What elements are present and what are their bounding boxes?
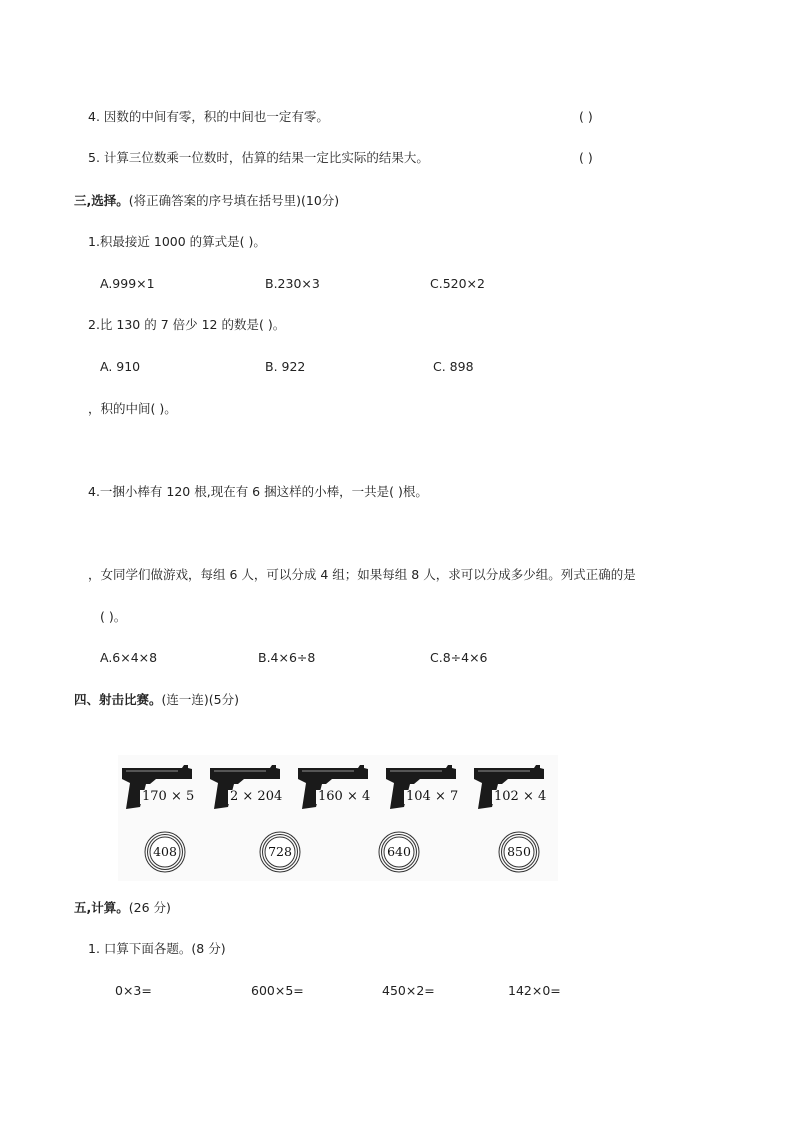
choice-question-5-line1: ，女同学们做游戏，每组 6 人，可以分成 4 组；如果每组 8 人，求可以分成多少组。列式正确的是: [88, 567, 636, 582]
choice-question-5-line2: ( )。: [100, 609, 127, 624]
choice-1-option-c[interactable]: C.520×2: [430, 276, 485, 291]
judge-item-5: 5. 计算三位数乘一位数时，估算的结果一定比实际的结果大。: [88, 150, 429, 165]
choice-2-option-a[interactable]: A. 910: [100, 359, 141, 374]
choice-1-option-a[interactable]: A.999×1: [100, 276, 155, 291]
calc-item-2[interactable]: 600×5=: [251, 983, 304, 998]
choice-question-1: 1.积最接近 1000 的算式是( )。: [88, 234, 266, 249]
gun-expression: 170 × 5: [142, 789, 195, 804]
choice-question-2: 2.比 130 的 7 倍少 12 的数是( )。: [88, 317, 286, 332]
target-1[interactable]: [144, 831, 186, 873]
calc-item-3[interactable]: 450×2=: [382, 983, 435, 998]
section-4-note: (连一连)(5分): [161, 692, 239, 707]
section-5-note: (26 分): [128, 900, 171, 915]
section-3-heading: [74, 193, 339, 209]
gun-expression: 2 × 204: [230, 789, 283, 804]
target-3[interactable]: [378, 831, 420, 873]
section-4-title: 四、射击比赛。: [74, 692, 162, 707]
section-4-heading: [74, 692, 239, 708]
gun-card-3[interactable]: [296, 763, 378, 811]
judge-answer-blank-4[interactable]: ( ): [579, 109, 593, 124]
target-number: 728: [268, 844, 292, 859]
target-number: 850: [507, 844, 531, 859]
section-5-heading: [74, 900, 171, 916]
choice-question-4: 4.一捆小棒有 120 根,现在有 6 捆这样的小棒，一共是( )根。: [88, 484, 428, 499]
gun-card-2[interactable]: [208, 763, 290, 811]
choice-question-3-fragment: ，积的中间( )。: [88, 401, 177, 416]
choice-1-option-b[interactable]: B.230×3: [265, 276, 320, 291]
calc-subsection-1: 1. 口算下面各题。(8 分): [88, 941, 226, 956]
judge-item-4: 4. 因数的中间有零，积的中间也一定有零。: [88, 109, 329, 124]
gun-card-1[interactable]: [120, 763, 202, 811]
calc-item-1[interactable]: 0×3=: [115, 983, 152, 998]
section-3-note: (将正确答案的序号填在括号里)(10分): [128, 193, 340, 208]
section-3-title: 三,选择。: [74, 193, 129, 208]
choice-5-option-b[interactable]: B.4×6÷8: [258, 650, 316, 665]
shooting-match-figure: [118, 755, 558, 881]
gun-expression: 160 × 4: [318, 789, 371, 804]
judge-answer-blank-5[interactable]: ( ): [579, 150, 593, 165]
gun-expression: 104 × 7: [406, 789, 459, 804]
gun-expression: 102 × 4: [494, 789, 547, 804]
target-4[interactable]: [498, 831, 540, 873]
target-2[interactable]: [259, 831, 301, 873]
choice-2-option-c[interactable]: C. 898: [433, 359, 474, 374]
gun-card-5[interactable]: [472, 763, 554, 811]
choice-2-option-b[interactable]: B. 922: [265, 359, 306, 374]
gun-card-4[interactable]: [384, 763, 466, 811]
choice-5-option-a[interactable]: A.6×4×8: [100, 650, 158, 665]
section-5-title: 五,计算。: [74, 900, 129, 915]
calc-item-4[interactable]: 142×0=: [508, 983, 561, 998]
target-number: 640: [387, 844, 411, 859]
choice-5-option-c[interactable]: C.8÷4×6: [430, 650, 488, 665]
target-number: 408: [153, 844, 177, 859]
